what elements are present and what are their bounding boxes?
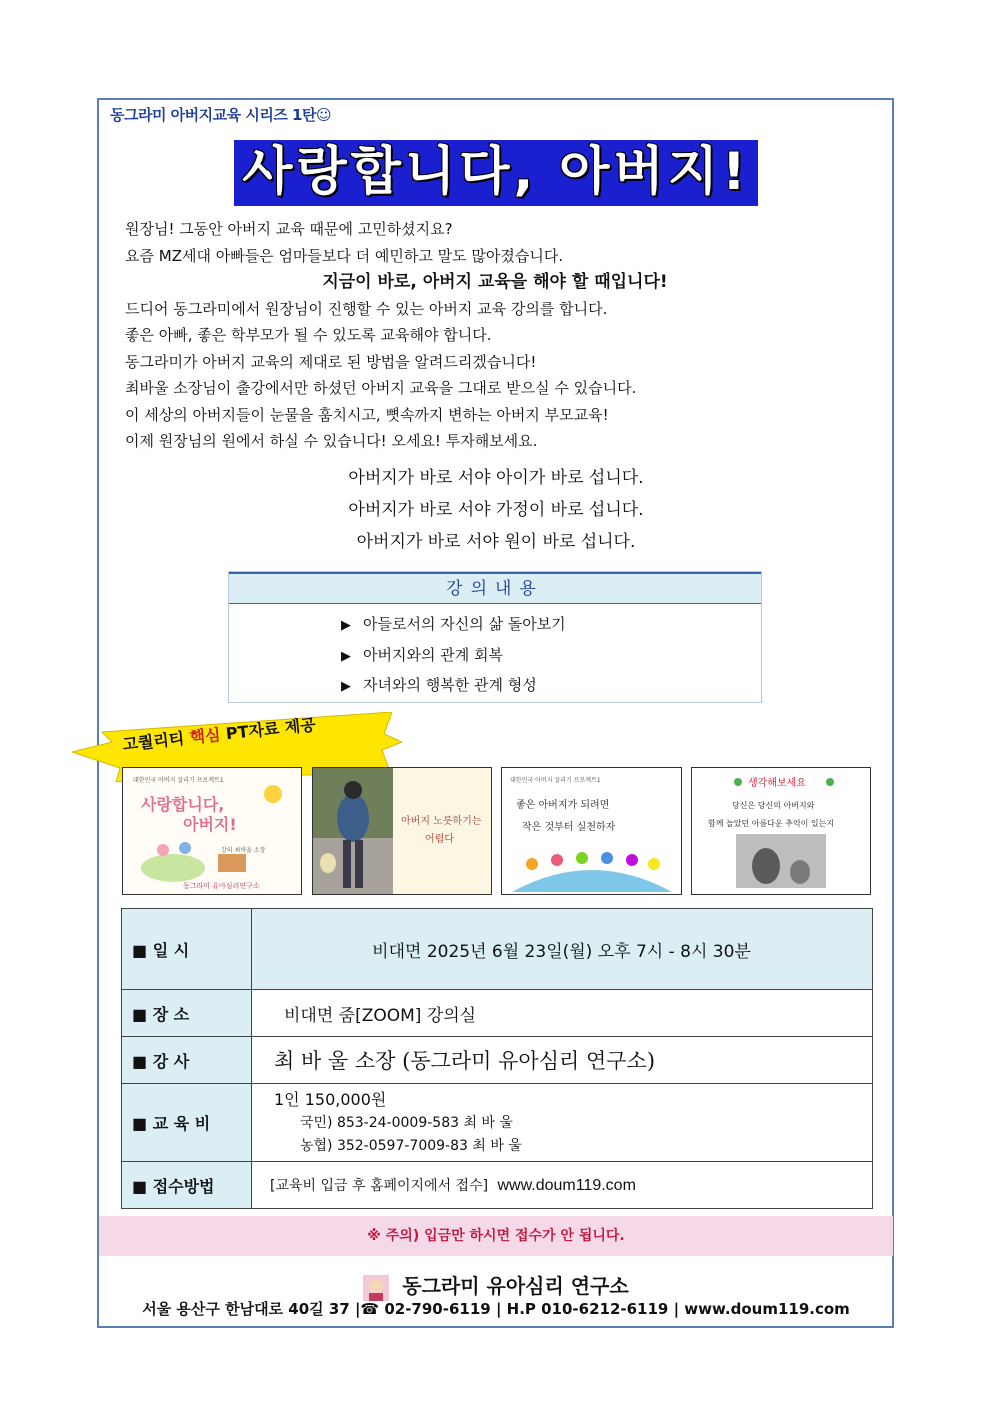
title-wrap: [0, 140, 992, 206]
slogans: [0, 462, 992, 558]
kid-icon: [601, 852, 613, 864]
clover-icon: [826, 778, 834, 786]
intro-line: 동그라미가 아버지 교육의 제대로 된 방법을 알려드리겠습니다!: [125, 352, 537, 371]
slide-thumb-4: [691, 767, 871, 895]
slide-thumb-1-art: [123, 768, 301, 894]
ribbon-part: 고퀄리티: [121, 728, 186, 755]
notice-banner: ※ 주의) 입금만 하시면 접수가 안 됩니다.: [99, 1216, 893, 1256]
kid-icon: [526, 858, 538, 870]
table-row: [122, 909, 873, 990]
lecture-content-heading: 강의내용: [229, 572, 761, 604]
intro-line: 최바울 소장님이 출강에서만 하셨던 아버지 교육을 그대로 받으실 수 있습니다.: [125, 379, 637, 397]
father-icon: [337, 794, 369, 842]
fee-label: ■ 교 육 비: [122, 1084, 252, 1162]
thumb-caption-2: 어렵다: [425, 834, 454, 845]
child-icon: [157, 844, 169, 856]
intro-text: [125, 216, 845, 455]
place-value: 비대면 줌[ZOOM] 강의실: [252, 990, 873, 1037]
list-item: ▶ 자녀와의 행복한 관계 형성: [341, 671, 761, 702]
intro-line: 좋은 아빠, 좋은 학부모가 될 수 있도록 교육해야 합니다.: [125, 326, 492, 344]
slogan: 아버지가 바로 서야 원이 바로 섭니다.: [356, 532, 636, 552]
table-row: [122, 990, 873, 1037]
table-row: [122, 1037, 873, 1084]
thumb-title-1: 사랑합니다,: [141, 795, 225, 814]
slide-thumb-1: [122, 767, 302, 895]
table-row: [122, 1162, 873, 1209]
org-name-row: [0, 1270, 992, 1301]
thumb-caption-1: 아버지 노릇하기는: [401, 816, 482, 827]
apply-cell: [252, 1162, 873, 1209]
thumb-small-text: 대한민국 아버지 살리기 프로젝트1: [133, 777, 224, 784]
poster-title: 사랑합니다, 아버지!: [234, 140, 757, 206]
thumb-heading: 생각해보세요: [748, 778, 806, 789]
slide-thumb-4-art: [692, 768, 870, 894]
slide-thumb-2-art: [313, 768, 491, 894]
list-item: ▶ 아버지와의 관계 회복: [341, 641, 761, 672]
intro-line: 원장님! 그동안 아버지 교육 때문에 고민하셨지요?: [125, 220, 453, 238]
info-table: [121, 908, 873, 1209]
thumb-line-1: 당신은 당신의 아버지와: [732, 801, 815, 810]
thumb-line-1: 좋은 아버지가 되려면: [516, 800, 610, 811]
intro-line: 이 세상의 아버지들이 눈물을 훔치시고, 뼛속까지 변하는 아버지 부모교육!: [125, 405, 609, 424]
child-icon: [179, 842, 191, 854]
sun-icon: [264, 785, 282, 803]
table-row: [122, 1084, 873, 1162]
slide-thumb-2: [312, 767, 492, 895]
slide-thumb-3: [501, 767, 682, 895]
intro-line: 요즘 MZ세대 아빠들은 엄마들보다 더 예민하고 말도 많아졌습니다.: [125, 246, 564, 265]
speaker-value: 최 바 울 소장 (동그라미 유아심리 연구소): [252, 1037, 873, 1084]
kid-icon: [551, 854, 563, 866]
thumb-org: 동그라미 유아심리연구소: [183, 882, 260, 890]
lecture-content-list: [229, 604, 761, 702]
photo-placeholder-icon: [736, 834, 826, 888]
thumb-author: 강의 최바울 소장: [221, 847, 266, 854]
footer-contact: 서울 용산구 한남대로 40길 37 |☎ 02-790-6119 | H.P 010-6212-6119 | www.doum119.com: [142, 1300, 850, 1318]
org-name: 동그라미 유아심리 연구소: [402, 1274, 629, 1298]
grass-icon: [141, 854, 205, 882]
slogan: 아버지가 바로 서야 아이가 바로 섭니다.: [348, 468, 644, 488]
ribbon-highlight: 핵심: [188, 724, 222, 748]
slogan: 아버지가 바로 서야 가정이 바로 섭니다.: [348, 500, 644, 520]
place-label: ■ 장 소: [122, 990, 252, 1037]
speaker-label: ■ 강 사: [122, 1037, 252, 1084]
slide-thumb-3-art: [502, 768, 681, 894]
list-item: ▶ 아들로서의 자신의 삶 돌아보기: [341, 610, 761, 641]
fee-value: 1인 150,000원: [274, 1089, 387, 1109]
thumb-line-2: 작은 것부터 실천하자: [522, 822, 616, 833]
cart-icon: [218, 854, 246, 872]
kid-icon: [648, 858, 660, 870]
kid-icon: [626, 854, 638, 866]
thumb-line-2: 함께 놀았던 아름다운 추억이 있는지: [708, 819, 835, 828]
thumb-title-2: 아버지!: [183, 815, 237, 834]
head-icon: [344, 781, 362, 799]
ribbon-part: PT자료 제공: [224, 714, 317, 744]
bank-account-2: 농협) 352-0597-7009-83 최 바 울: [300, 1137, 522, 1154]
date-label: ■ 일 시: [122, 909, 252, 990]
clover-icon: [734, 778, 742, 786]
series-label: 동그라미 아버지교육 시리즈 1탄☺: [110, 106, 332, 124]
bag-icon: [320, 853, 336, 873]
intro-line: 이제 원장님의 원에서 하실 수 있습니다! 오세요! 투자해보세요.: [125, 432, 538, 450]
intro-line: 드디어 동그라미에서 원장님이 진행할 수 있는 아버지 교육 강의를 합니다.: [125, 299, 608, 318]
thumb-small-text: 대한민국 아버지 살리기 프로젝트1: [510, 777, 601, 784]
apply-value: [교육비 입금 후 홈페이지에서 접수]: [270, 1178, 489, 1194]
intro-highlight: 지금이 바로, 아버지 교육을 해야 할 때입니다!: [322, 272, 668, 292]
date-value: 비대면 2025년 6월 23일(월) 오후 7시 - 8시 30분: [252, 909, 873, 990]
apply-label: ■ 접수방법: [122, 1162, 252, 1209]
kid-icon: [576, 852, 588, 864]
lecture-content-box: [228, 571, 762, 703]
fee-cell: [252, 1084, 873, 1162]
org-logo-icon: [363, 1275, 389, 1301]
bank-account-1: 국민) 853-24-0009-583 최 바 울: [300, 1114, 513, 1131]
apply-url-link[interactable]: www.doum119.com: [497, 1177, 636, 1194]
